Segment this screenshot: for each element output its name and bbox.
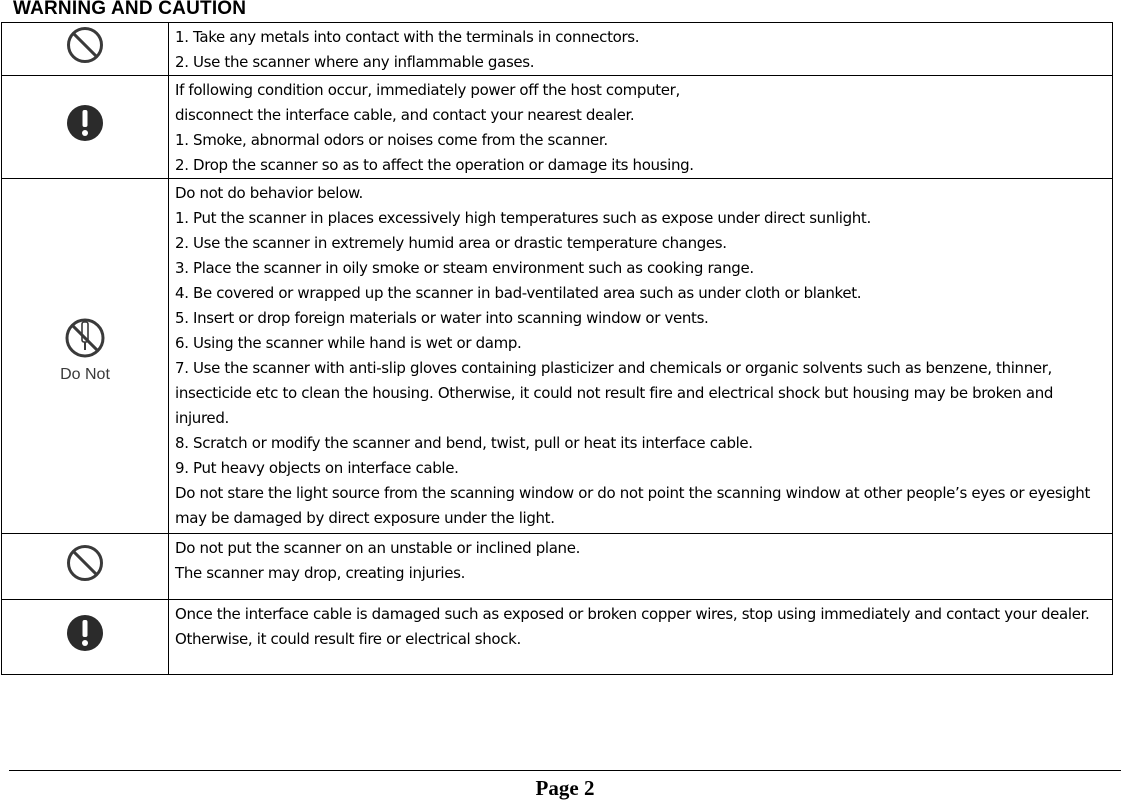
text-line: 5. Insert or drop foreign materials or water into scanning window or vents. [175, 309, 709, 327]
warning-table [1, 22, 1113, 675]
text-line: 2. Use the scanner in extremely humid area or drastic temperature changes. [175, 234, 727, 252]
text-line: The scanner may drop, creating injuries. [175, 564, 465, 582]
exclamation-icon [62, 103, 108, 151]
text-line: 1. Put the scanner in places excessively high temperatures such as expose under direct sunlight. [175, 209, 871, 227]
text-line: Once the interface cable is damaged such as exposed or broken copper wires, stop using immediately and contact your dealer. Otherwise, it could result fire or electrical shock. [175, 605, 1090, 648]
do-not-disassemble-icon [55, 316, 115, 396]
text-line: Do not stare the light source from the scanning window or do not point the scanning window at other people’s eyes or eyesight may be damaged by direct exposure under the light. [175, 484, 1090, 527]
icon-cell [2, 179, 169, 534]
text-line: 7. Use the scanner with anti-slip gloves containing plasticizer and chemicals or organic solvents such as benzene, thinner, insecticide etc to clean the housing. Otherwise, it could not result fire and electrical shock but housing may be broken and injured. [175, 359, 1054, 427]
prohibition-icon [62, 544, 108, 590]
icon-cell [2, 76, 169, 179]
text-cell [169, 534, 1113, 600]
prohibition-icon [62, 26, 108, 72]
text-cell [169, 600, 1113, 675]
warning-row [2, 23, 1113, 76]
text-line: 2. Drop the scanner so as to affect the operation or damage its housing. [175, 156, 694, 174]
text-line: Do not do behavior below. [175, 184, 363, 202]
text-cell [169, 179, 1113, 534]
warning-row [2, 534, 1113, 600]
text-line: Do not put the scanner on an unstable or inclined plane. [175, 539, 581, 557]
text-line: 1. Smoke, abnormal odors or noises come from the scanner. [175, 131, 608, 149]
text-cell [169, 23, 1113, 76]
text-line: 6. Using the scanner while hand is wet or damp. [175, 334, 522, 352]
icon-cell [2, 23, 169, 76]
text-line: 1. Take any metals into contact with the terminals in connectors. [175, 28, 640, 46]
exclamation-icon [62, 613, 108, 661]
footer-divider [9, 770, 1121, 771]
text-cell [169, 76, 1113, 179]
warning-row [2, 76, 1113, 179]
icon-cell [2, 534, 169, 600]
icon-cell [2, 600, 169, 675]
text-line: 9. Put heavy objects on interface cable. [175, 459, 459, 477]
text-line: 4. Be covered or wrapped up the scanner in bad-ventilated area such as under cloth or blanket. [175, 284, 862, 302]
warning-row [2, 179, 1113, 534]
page-number: Page 2 [535, 776, 595, 800]
do-not-label: Do Not [60, 366, 110, 383]
text-line: If following condition occur, immediately power off the host computer, [175, 81, 680, 99]
page-title: WARNING AND CAUTION [13, 0, 247, 19]
text-line: disconnect the interface cable, and contact your nearest dealer. [175, 106, 635, 124]
text-line: 2. Use the scanner where any inflammable gases. [175, 53, 535, 71]
text-line: 3. Place the scanner in oily smoke or steam environment such as cooking range. [175, 259, 754, 277]
warning-row [2, 600, 1113, 675]
text-line: 8. Scratch or modify the scanner and bend, twist, pull or heat its interface cable. [175, 434, 753, 452]
